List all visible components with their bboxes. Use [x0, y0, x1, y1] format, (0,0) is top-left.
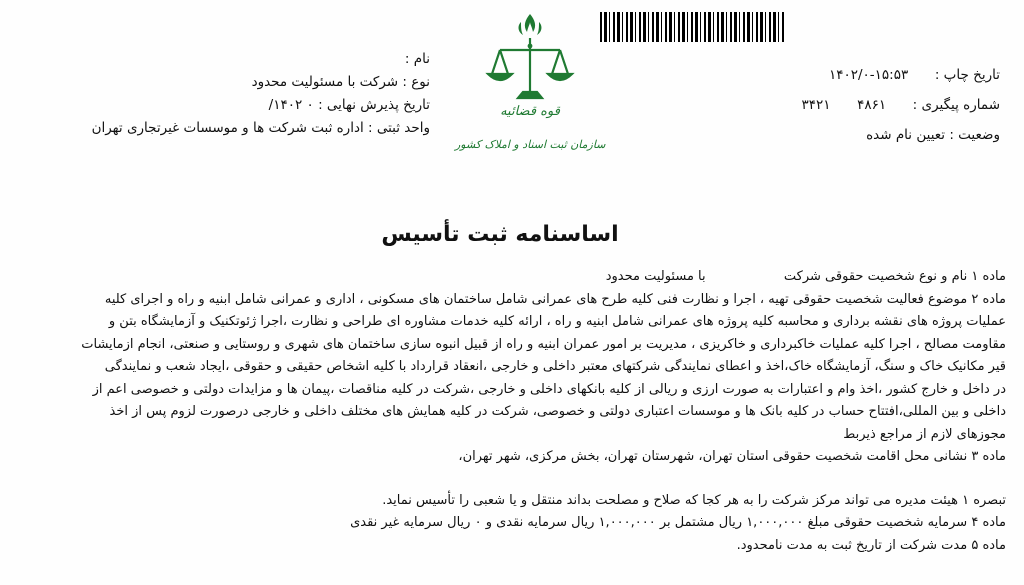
- acceptance-date-line: تاریخ پذیرش نهایی : ۰ ۱۴۰۲/: [268, 97, 430, 113]
- status-line: وضعیت : تعیین نام شده: [866, 127, 1000, 143]
- emblem-caption-judiciary: قوه قضائیه: [500, 104, 560, 119]
- header-left: [40, 48, 430, 140]
- body-line: مقاومت مصالح ، اجرا کلیه عملیات خاکبرداری و خاکریزی ، مدیریت بر امور عمران ابنیه و راه از قبیل انبوه سازی ساختمان های شهری و روستایی و صنعتی، انجام ازمایشات: [81, 336, 1006, 352]
- body-line: داخلی و بین المللی،افتتاح حساب در کلیه بانک ها و موسسات اعتباری دولتی و خصوصی، شرکت در کلیه همایش های مختلف داخلی و خارجی درصورت لزوم پس از اخذ: [109, 404, 1006, 419]
- registration-unit-line: واحد ثبتی : اداره ثبت شرکت ها و موسسات غیرتجاری تهران: [91, 120, 430, 136]
- body-line: در داخل و خارج کشور ،اخذ وام و اعتبارات به صورت ارزی و ریالی از کلیه بانکهای داخلی و خارجی ،شرکت در کلیه مناقصات ،پیمان ها و مزایدات دولتی و خصوصی اعم از: [92, 381, 1006, 397]
- article-1-suffix: با مسئولیت محدود: [605, 269, 706, 284]
- tracking-value-1: ۴۸۶۱: [857, 97, 887, 113]
- tracking-label: شماره پیگیری :: [912, 97, 1000, 113]
- tracking-row: [700, 90, 1000, 120]
- document-body: [14, 266, 1006, 557]
- body-line: مجوزهای لازم از مراجع ذیربط: [843, 426, 1006, 442]
- emblem-caption-organization: سازمان ثبت اسناد و املاک کشور: [455, 138, 606, 151]
- tracking-value-2: ۳۴۲۱: [801, 97, 831, 113]
- body-line: ماده ۲ موضوع فعالیت شخصیت حقوقی تهیه ، اجرا و نظارت فنی کلیه طرح های عمرانی شامل ساختمان های مسکونی ، اداری و عمرانی شامل ابنیه و راه و اجرای کلیه: [104, 291, 1006, 307]
- article-4-line: ماده ۴ سرمایه شخصیت حقوقی مبلغ ۱,۰۰۰,۰۰۰ ریال مشتمل بر ۱,۰۰۰,۰۰۰ ریال سرمایه نقدی و ۰ ریال سرمایه غیر نقدی: [350, 515, 1006, 530]
- note-1-line: تبصره ۱ هیئت مدیره می تواند مرکز شرکت را به هر کجا که صلاح و مصلحت بداند منتقل و یا شعبی را تأسیس نماید.: [382, 492, 1006, 508]
- print-date-row: [700, 60, 1000, 90]
- company-type-line: نوع : شرکت با مسئولیت محدود: [251, 74, 430, 90]
- document-title: اساسنامه ثبت تأسیس: [381, 222, 619, 247]
- article-5-line: ماده ۵ مدت شرکت از تاریخ ثبت به مدت نامحدود.: [736, 537, 1006, 553]
- body-line: قیر مکانیک خاک و سنگ، آزمایشگاه خاک،اخذ و اعطای نمایندگی شرکتهای معتبر داخلی و خارجی ،انعقاد قرارداد با کلیه اشخاص حقیقی و حقوقی ،ایجاد شعب و نمایندگی: [104, 359, 1006, 374]
- print-date-value: ۱۵:۵۳-۱۴۰۲/۰: [828, 67, 909, 83]
- article-1-line: [14, 266, 1006, 289]
- print-date-label: تاریخ چاپ :: [934, 67, 1000, 83]
- article-1-prefix: ماده ۱ نام و نوع شخصیت حقوقی شرکت: [783, 269, 1006, 284]
- header-right: [700, 60, 1000, 150]
- body-line: عملیات پروژه های نقشه برداری و محاسبه کلیه پروژه های عمرانی شامل ابنیه و راه ، ارائه کلیه خدمات مشاوره ای طراحی و نظارت ،اجرا ژئوتکنیک و آزمایشگاه بتن و: [108, 314, 1006, 329]
- scales-of-justice-icon: [455, 8, 605, 108]
- barcode: [600, 12, 785, 42]
- name-label: نام :: [404, 51, 430, 67]
- judiciary-emblem: [455, 8, 605, 168]
- article-3-line: ماده ۳ نشانی محل اقامت شخصیت حقوقی استان تهران، شهرستان تهران، بخش مرکزی، شهر تهران،: [458, 449, 1006, 464]
